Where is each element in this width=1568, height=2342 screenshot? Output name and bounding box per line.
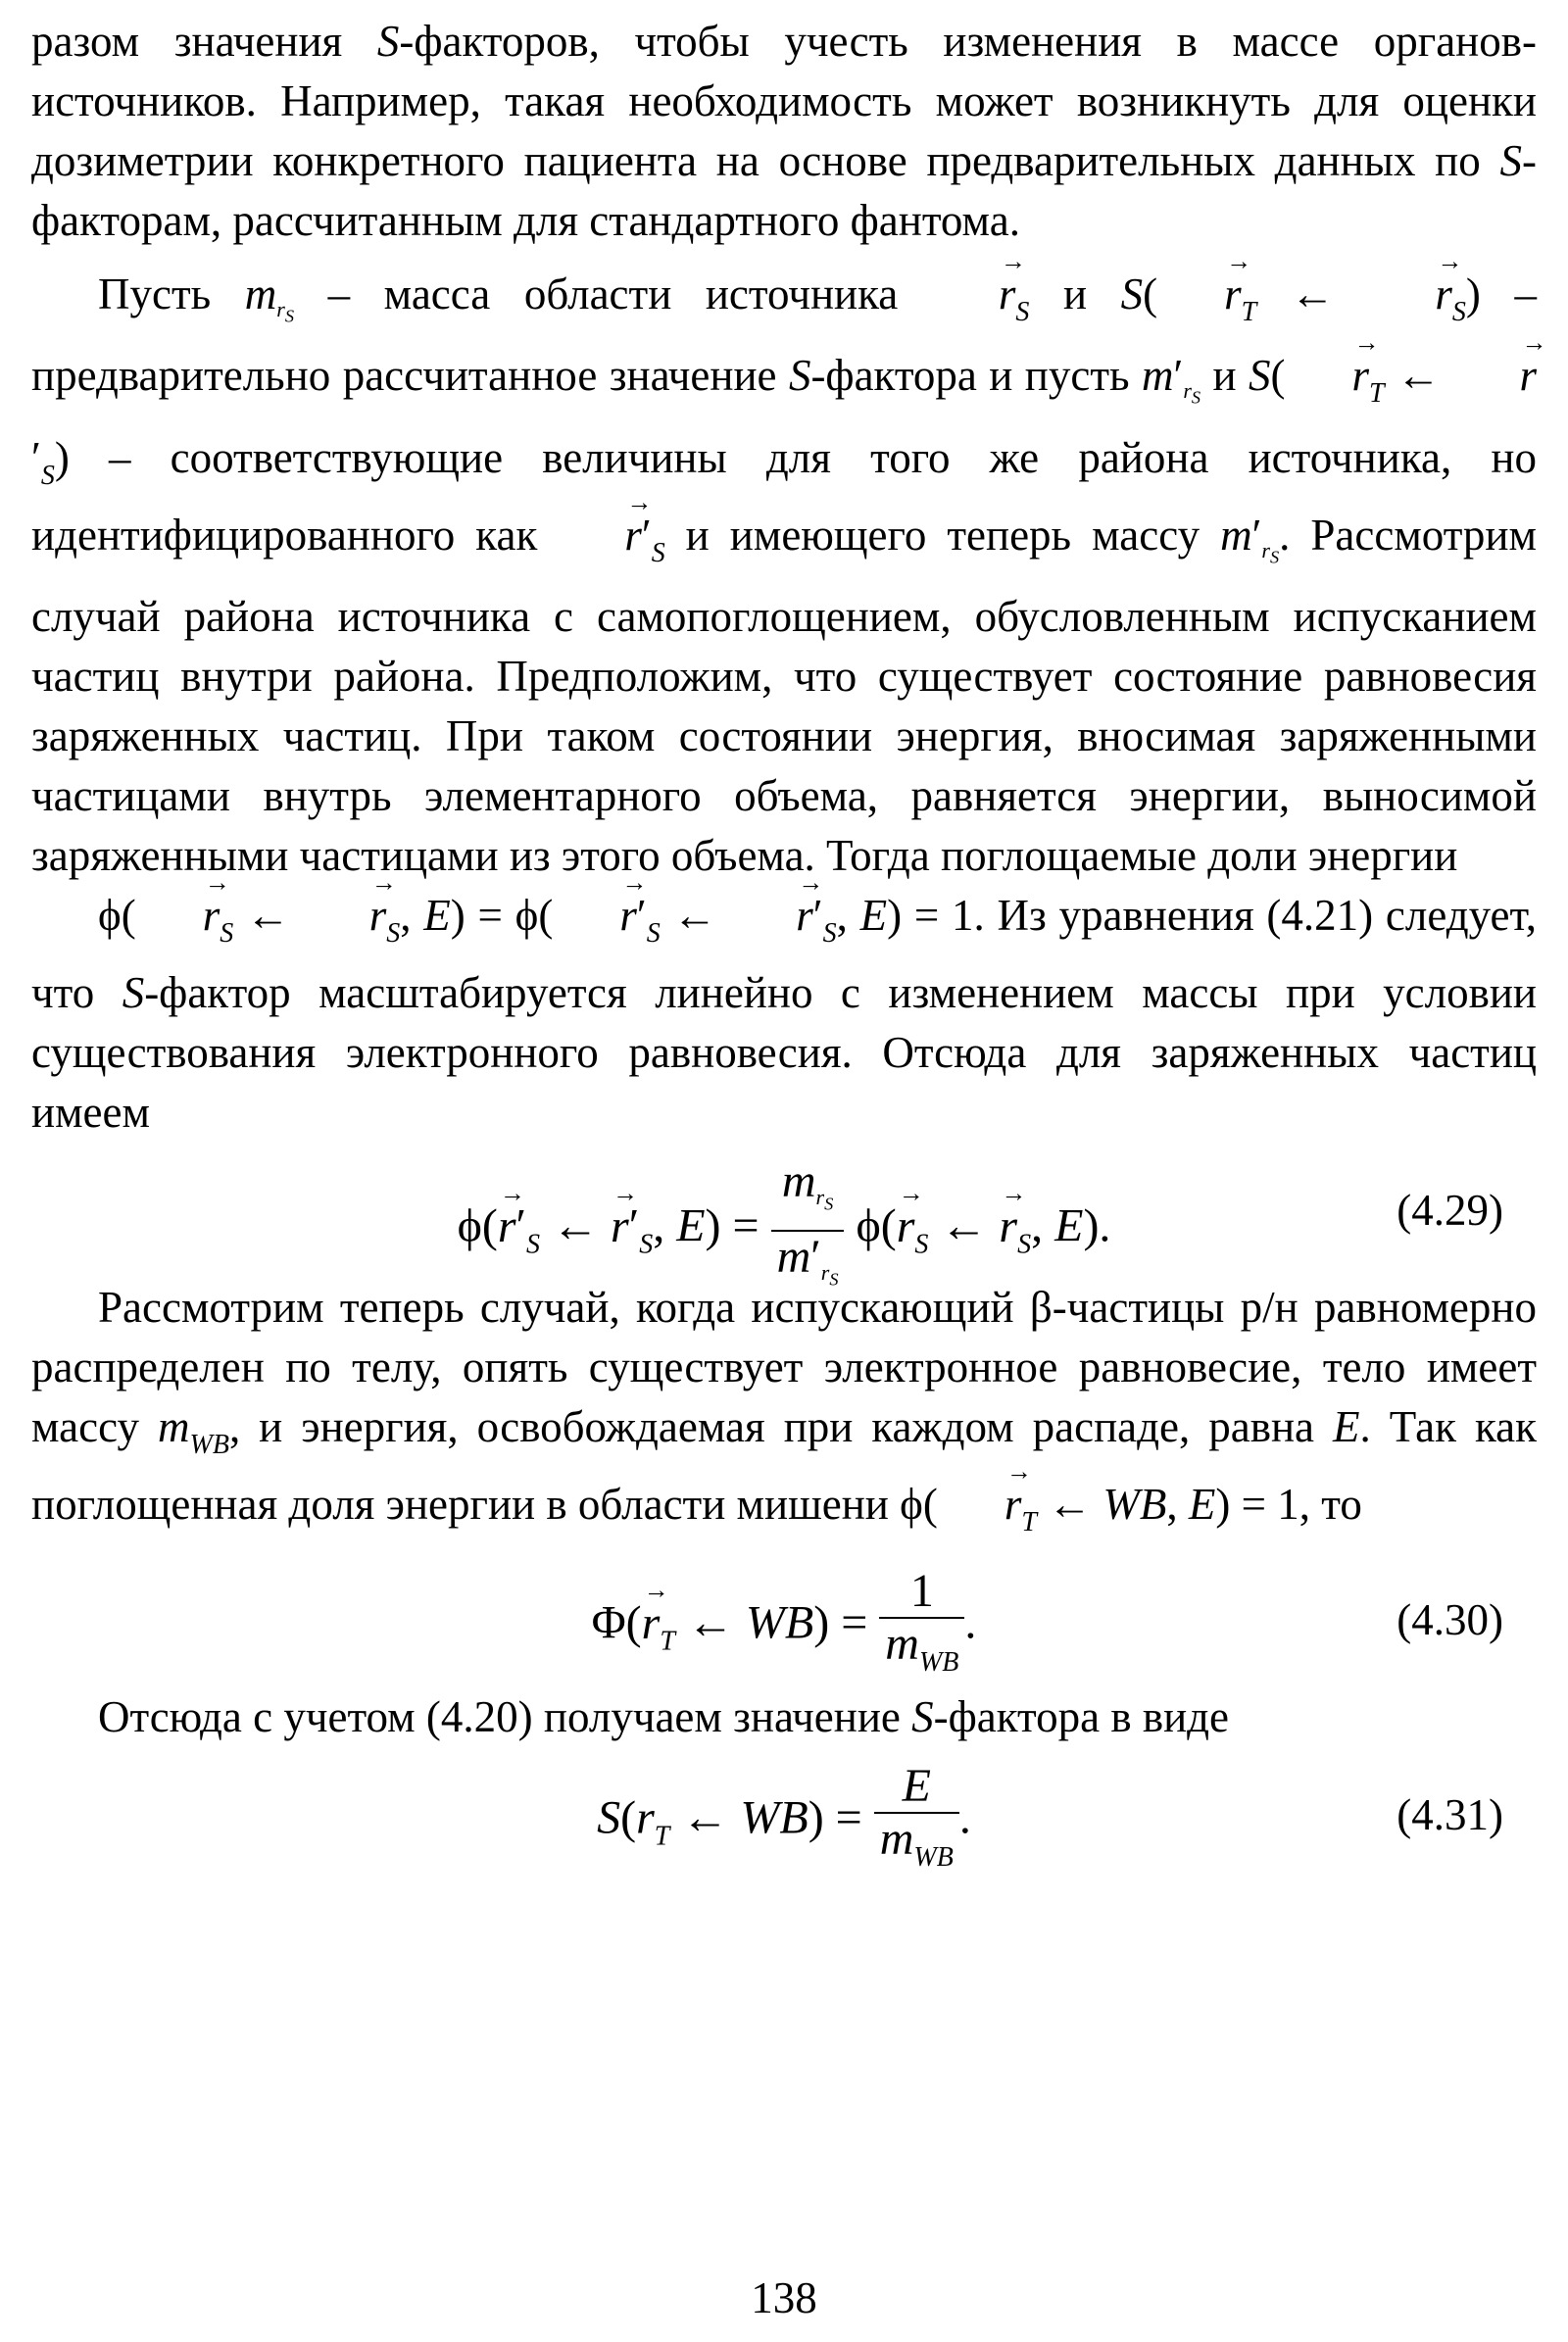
paragraph-5: Отсюда с учетом (4.20) получаем значение S-фактора в виде	[98, 1692, 1230, 1742]
equation-number-4-30: (4.30)	[1396, 1595, 1503, 1645]
equation-4-29: $\phi(r \to'_S$ ← $r \to'_S$, E) = $\frac{mr_S}{m'r_S}$ $\phi(r \to_S$ ← $r \to_S$, E). (4.29)	[31, 1156, 1537, 1264]
page-number: 138	[751, 2273, 817, 2322]
paragraph-2: Пусть $mr_S$ – масса области источника $r \to_S$ и S( $r \to_T$ ← $r \to_S$) – предварительно рассчитанное значение S-фактора и пусть $m'r_S$ и S( $r \to_T$ ← $r \to'_S$) – соответствующие величины для того же района источника, но идентифицированного как $r \to'_S$ и имеющего теперь массу $m'r_S$. Рассмотрим случай района источника с самопоглощением, обусловленным испусканием частиц внутри района. Предположим, что существует состояние равновесия заряженных частиц. При таком состоянии энергия, вносимая заряженными частицами внутрь элементарного объема, равняется энергии, выносимой заряженными частицами из этого объема. Тогда поглощаемые доли энергии	[31, 265, 1537, 886]
equation-number-4-31: (4.31)	[1396, 1790, 1503, 1840]
paragraph-4: Рассмотрим теперь случай, когда испускающий β-частицы р/н равномерно распределен по телу, опять существует электронное равновесие, тело имеет массу $m_{WB}$, и энергия, освобождаемая при каждом распаде, равна E. Так как поглощенная доля энергии в области мишени ϕ( $r \to_T$ ← WB, E) = 1, то	[31, 1278, 1537, 1552]
equation-number-4-29: (4.29)	[1396, 1186, 1503, 1236]
equation-4-31: $S(r_T$ ← WB) = $\frac{E}{m_{WB}}$ . (4.31)	[597, 1760, 1503, 1874]
equation-4-30: $\Phi(r \to_T$ ← WB) = $\frac{1}{m_{WB}}$ . (4.30)	[31, 1566, 1537, 1674]
document-page	[31, 12, 1537, 2334]
paragraph-3: ϕ( $r \to_S$ ← $r \to_S$, E) = ϕ( $r \to'_S$ ← $r \to'_S$, E) = 1. Из уравнения (4.21) следует, что S-фактор масштабируется линейно с изменением массы при условии существования электронного равновесия. Отсюда для заряженных частиц имеем	[31, 886, 1537, 1143]
paragraph-1: разом значения S-факторов, чтобы учесть изменения в массе органов-источников. Например, такая необходимость может возникнуть для оценки дозиметрии конкретного пациента на основе предварительных данных по S-факторам, рассчитанным для стандартного фантома.	[31, 17, 1537, 245]
